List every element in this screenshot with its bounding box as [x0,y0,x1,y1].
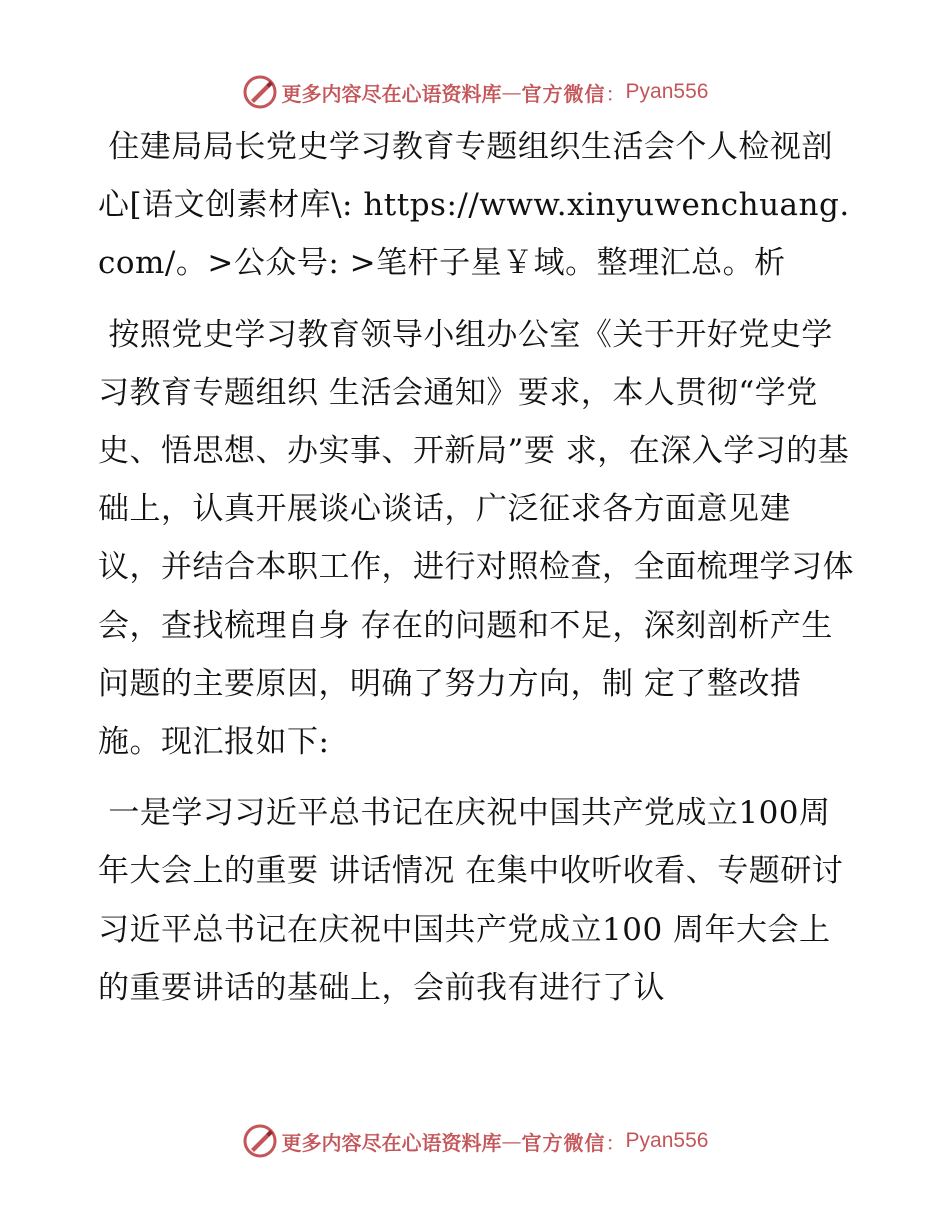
banner-dash: — [501,1129,522,1153]
banner-dash: — [501,80,522,104]
document-title: 住建局局长党史学习教育专题组织生活会个人检视剖心[语文创素材库\: https://www.xinyuwenchuang.com/。>公众号: >笔杆子星￥域。整理汇总。析 [98,129,850,282]
banner-colon: ： [605,81,626,106]
document-body [98,118,858,1030]
pen-logo-icon [242,74,278,110]
footer-watermark-banner [0,1121,950,1161]
banner-promo-text: 更多内容尽在心语资料库 [281,1130,502,1155]
document-paragraph-intro: 按照党史学习教育领导小组办公室《关于开好党史学习教育专题组织 生活会通知》要求，本人贯彻“学党史、悟思想、办实事、开新局”要 求，在深入学习的基础上，认真开展谈心谈话，广泛征求各方面意见建 议，并结合本职工作，进行对照检查，全面梳理学习体会，查找梳理自身 存在的问题和不足，深刻剖析产生问题的主要原因，明确了努力方向，制 定了整改措施。现汇报如下: [98,316,854,761]
document-paragraph-section-one: 一是学习习近平总书记在庆祝中国共产党成立100周年大会上的重要 讲话情况 在集中收听收看、专题研讨习近平总书记在庆祝中国共产党成立100 周年大会上的重要讲话的基础上，会前我有进行了认 [98,795,844,1006]
banner-promo-text: 更多内容尽在心语资料库 [281,81,502,106]
header-watermark-banner [0,72,950,112]
banner-official-label: 官方微信 [521,1130,606,1155]
pen-logo-icon [242,1123,278,1159]
banner-wechat-handle: Pyan556 [625,1129,709,1152]
banner-colon: ： [605,1130,626,1155]
banner-wechat-handle: Pyan556 [625,80,709,103]
banner-official-label: 官方微信 [521,81,606,106]
